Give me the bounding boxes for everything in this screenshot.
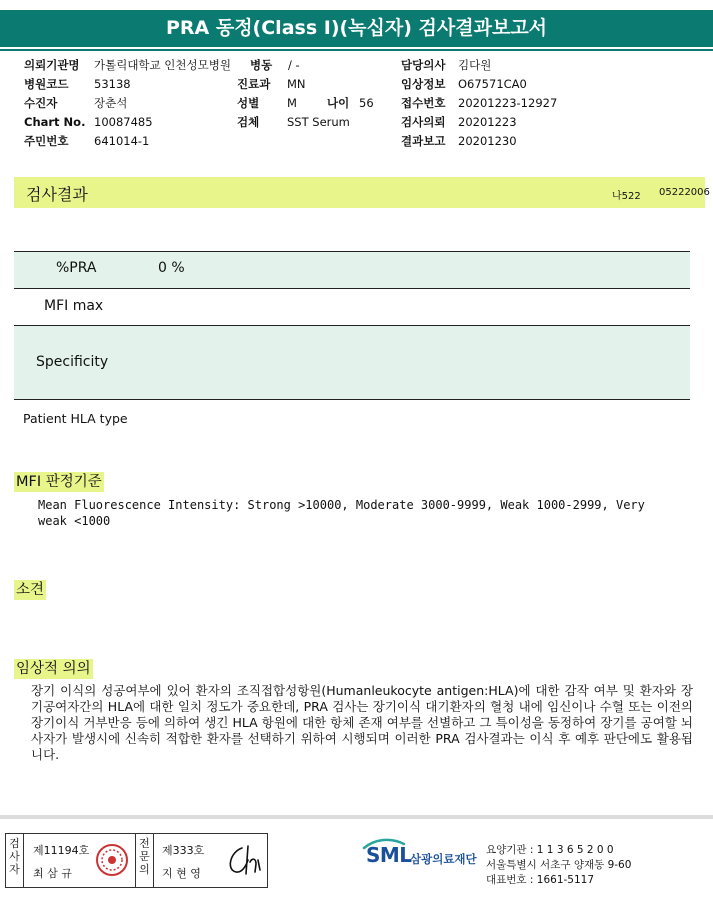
chart-label: Chart No. bbox=[24, 115, 86, 129]
info-col-2b bbox=[237, 75, 374, 132]
info-col-1 bbox=[24, 56, 231, 151]
specialist-label: 전문의 bbox=[139, 837, 150, 876]
examiner-seal-icon bbox=[95, 843, 129, 877]
specimen-label: 검체 bbox=[237, 115, 260, 129]
test-code: 나522 bbox=[612, 191, 641, 202]
contact-facility-code: 요양기관 : 1 1 3 6 5 2 0 0 bbox=[486, 844, 614, 856]
specialist-signature-icon bbox=[222, 840, 266, 880]
title-divider bbox=[0, 49, 713, 51]
receipt-value: 20201223-12927 bbox=[458, 96, 558, 110]
info-col-2 bbox=[250, 56, 300, 75]
sml-logo: SML bbox=[366, 843, 412, 867]
mfi-max-label: MFI max bbox=[44, 298, 104, 314]
examiner-label: 검사자 bbox=[9, 837, 20, 876]
clinical-significance-heading: 임상적 의의 bbox=[16, 661, 91, 677]
clinical-significance-text: 장기 이식의 성공여부에 있어 환자의 조직접합성항원(Humanleukocyte antigen:HLA)에 대한 감작 여부 및 환자와 장기공여자간의 HLA에 대한 일치 정도가 중요한데, PRA 검사는 장기이식 대기환자의 혈청 내에 임신이나 수혈 또는 이전의 장기이식 거부반응 등에 의하여 생긴 HLA 항원에 대한 항체 존재 여부를 선별하고 그 특이성을 동정하여 장기를 공여할 뇌사자가 발생시에 신속히 적합한 환자를 선택하기 위하여 시행되며 이러한 PRA 검사결과는 이식 후 예후 판단에도 활용됩니다. bbox=[31, 683, 693, 762]
table-rule bbox=[14, 399, 690, 400]
patient-value: 장춘석 bbox=[94, 96, 128, 110]
chart-value: 10087485 bbox=[94, 115, 153, 129]
specificity-row bbox=[14, 326, 690, 399]
examiner-label-cell bbox=[5, 833, 24, 888]
hospital-code-value: 53138 bbox=[94, 77, 131, 91]
pra-row bbox=[14, 252, 690, 288]
request-value: 20201223 bbox=[458, 115, 517, 129]
contact-address: 서울특별시 서초구 양재동 9-60 bbox=[486, 859, 632, 871]
receipt-label: 접수번호 bbox=[401, 96, 446, 110]
id-value: 641014-1 bbox=[94, 134, 150, 148]
info-col-3 bbox=[401, 56, 557, 151]
specialist-name: 지 현 영 bbox=[162, 867, 201, 880]
mfi-criteria-text: Mean Fluorescence Intensity: Strong >10000, Moderate 3000-9999, Weak 1000-2999, Very weak <1000 bbox=[38, 498, 645, 528]
contact-phone: 대표번호 : 1661-5117 bbox=[486, 874, 595, 886]
institution-label: 의뢰기관명 bbox=[24, 58, 80, 72]
ward-label: 병동 bbox=[250, 58, 273, 72]
ward-value: / - bbox=[288, 58, 300, 72]
table-rule bbox=[14, 251, 690, 252]
age-label: 나이 bbox=[327, 96, 350, 110]
opinion-heading: 소견 bbox=[16, 582, 45, 598]
attending-value: 김다원 bbox=[458, 58, 492, 72]
footer-divider bbox=[0, 815, 713, 819]
specificity-label: Specificity bbox=[36, 354, 109, 370]
dept-value: MN bbox=[287, 77, 306, 91]
mfi-criteria-heading: MFI 판정기준 bbox=[16, 474, 102, 490]
clinical-label: 임상정보 bbox=[401, 77, 446, 91]
age-value: 56 bbox=[359, 96, 374, 110]
request-label: 검사의뢰 bbox=[401, 115, 446, 129]
result-header-bar bbox=[14, 177, 710, 208]
clinical-value: O67571CA0 bbox=[458, 77, 527, 91]
report-value: 20201230 bbox=[458, 134, 517, 148]
institution-value: 가톨릭대학교 인천성모병원 bbox=[94, 58, 231, 72]
attending-label: 담당의사 bbox=[401, 58, 446, 72]
pra-value: 0 % bbox=[158, 260, 185, 276]
id-label: 주민번호 bbox=[24, 134, 69, 148]
table-rule bbox=[14, 288, 690, 289]
hospital-code-label: 병원코드 bbox=[24, 77, 69, 91]
patient-hla-label: Patient HLA type bbox=[23, 411, 128, 426]
specialist-label-cell bbox=[135, 833, 154, 888]
specimen-value: SST Serum bbox=[287, 115, 350, 129]
result-title: 검사결과 bbox=[26, 185, 88, 204]
report-title: PRA 동정(Class I)(녹십자) 검사결과보고서 bbox=[0, 10, 713, 47]
examiner-name: 최 삼 규 bbox=[33, 867, 72, 880]
specialist-license: 제333호 bbox=[162, 844, 205, 857]
examiner-license: 제11194호 bbox=[33, 844, 90, 857]
sex-value: M bbox=[287, 96, 297, 110]
pra-label: %PRA bbox=[56, 260, 97, 276]
sex-label: 성별 bbox=[237, 96, 260, 110]
org-name: 삼광의료재단 bbox=[410, 852, 477, 866]
report-label: 결과보고 bbox=[401, 134, 446, 148]
patient-label: 수진자 bbox=[24, 96, 58, 110]
dept-label: 진료과 bbox=[237, 77, 271, 91]
test-sub-code: 05222006 bbox=[659, 187, 710, 198]
